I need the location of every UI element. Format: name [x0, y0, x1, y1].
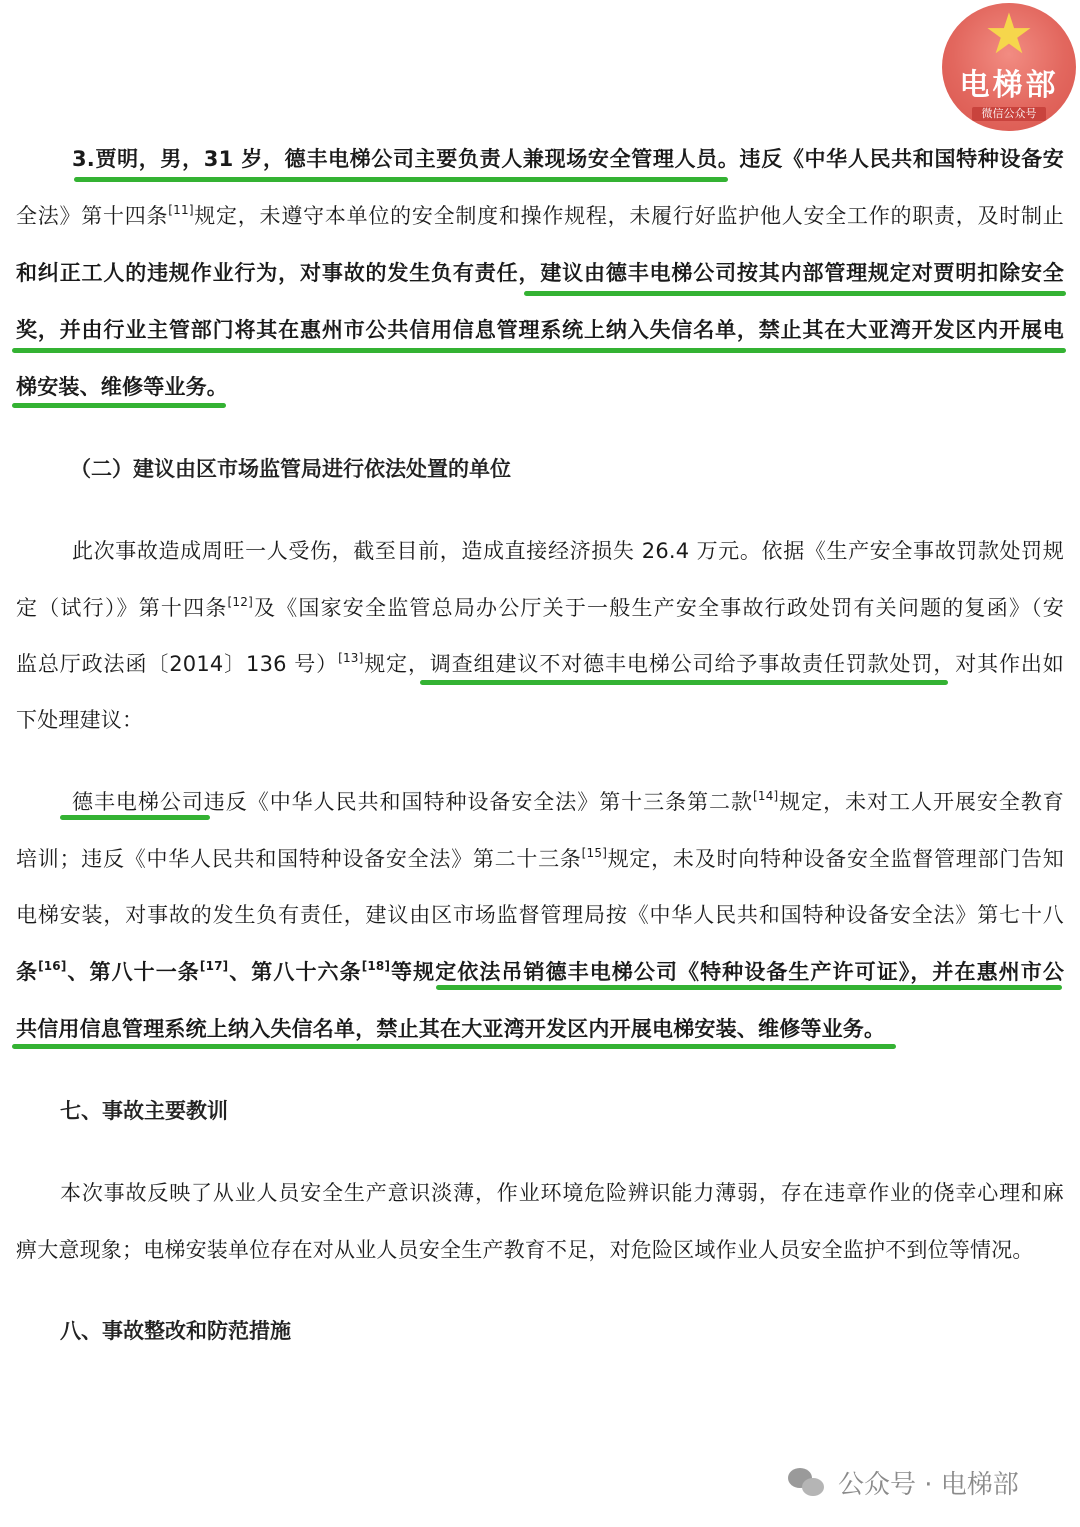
- section-heading: （二）建议由区市场监管局进行依法处置的单位: [70, 457, 511, 481]
- highlight-underline: [12, 403, 226, 408]
- highlight-underline: [12, 1044, 896, 1049]
- para1-line1: 3.贾明，男，31 岁，德丰电梯公司主要负责人兼现场安全管理人员。违反《中华人民共和国特种设备安: [72, 147, 1064, 171]
- para2-line1: 此次事故造成周旺一人受伤，截至目前，造成直接经济损失 26.4 万元。依据《生产安全事故罚款处罚规: [72, 539, 1064, 563]
- highlight-underline: [60, 815, 210, 820]
- highlight-underline: [74, 177, 728, 182]
- highlight-underline: [420, 680, 948, 685]
- para2-line2: 定（试行）》第十四条[12]及《国家安全监管总局办公厅关于一般生产安全事故行政处罚有关问题的复函》（安: [16, 595, 1064, 620]
- footer-text: 公众号 · 电梯部: [838, 1469, 1019, 1500]
- para3-line5: 共信用信息管理系统上纳入失信名单，禁止其在大亚湾开发区内开展电梯安装、维修等业务。: [16, 1017, 886, 1041]
- para3-line1: 德丰电梯公司违反《中华人民共和国特种设备安全法》第十三条第二款[14]规定，未对工人开展安全教育: [72, 789, 1064, 814]
- para3-line2: 培训；违反《中华人民共和国特种设备安全法》第二十三条[15]规定，未及时向特种设备安全监督管理部门告知: [16, 846, 1064, 871]
- highlight-underline: [12, 348, 1066, 353]
- para1-line2: 全法》第十四条[11]规定，未遵守本单位的安全制度和操作规程，未履行好监护他人安全工作的职责，及时制止: [16, 203, 1064, 228]
- wechat-icon: [788, 1466, 828, 1498]
- star-icon: ★: [983, 3, 1035, 67]
- para1-line3: 和纠正工人的违规作业行为，对事故的发生负有责任，建议由德丰电梯公司按其内部管理规定对贾明扣除安全: [16, 261, 1064, 285]
- para1-line4: 奖，并由行业主管部门将其在惠州市公共信用信息管理系统上纳入失信名单，禁止其在大亚湾开发区内开展电: [16, 318, 1064, 342]
- para3-line3: 电梯安装，对事故的发生负有责任，建议由区市场监督管理局按《中华人民共和国特种设备安全法》第七十八: [16, 903, 1064, 927]
- para2-line3: 监总厅政法函〔2014〕136 号）[13]规定，调查组建议不对德丰电梯公司给予事故责任罚款处罚，对其作出如: [16, 651, 1064, 676]
- footer-watermark: [788, 1462, 1019, 1502]
- para3-line4: 条[16]、第八十一条[17]、第八十六条[18]等规定依法吊销德丰电梯公司《特种设备生产许可证》，并在惠州市公: [16, 959, 1064, 984]
- para4-line2: 痹大意现象；电梯安装单位存在对从业人员安全生产教育不足，对危险区域作业人员安全监护不到位等情况。: [16, 1238, 1034, 1262]
- highlight-underline: [436, 985, 1062, 990]
- para4-line1: 本次事故反映了从业人员安全生产意识淡薄，作业环境危险辨识能力薄弱，存在违章作业的侥幸心理和麻: [60, 1181, 1064, 1205]
- stamp-subtitle: 微信公众号: [972, 107, 1046, 121]
- para2-line4: 下处理建议：: [16, 708, 144, 732]
- brand-stamp-logo: [942, 3, 1076, 131]
- para1-line5: 梯安装、维修等业务。: [16, 375, 228, 399]
- highlight-underline: [524, 291, 1066, 296]
- stamp-name: 电梯部: [959, 68, 1059, 103]
- section-heading: 七、事故主要教训: [60, 1099, 228, 1123]
- section-heading: 八、事故整改和防范措施: [60, 1319, 291, 1343]
